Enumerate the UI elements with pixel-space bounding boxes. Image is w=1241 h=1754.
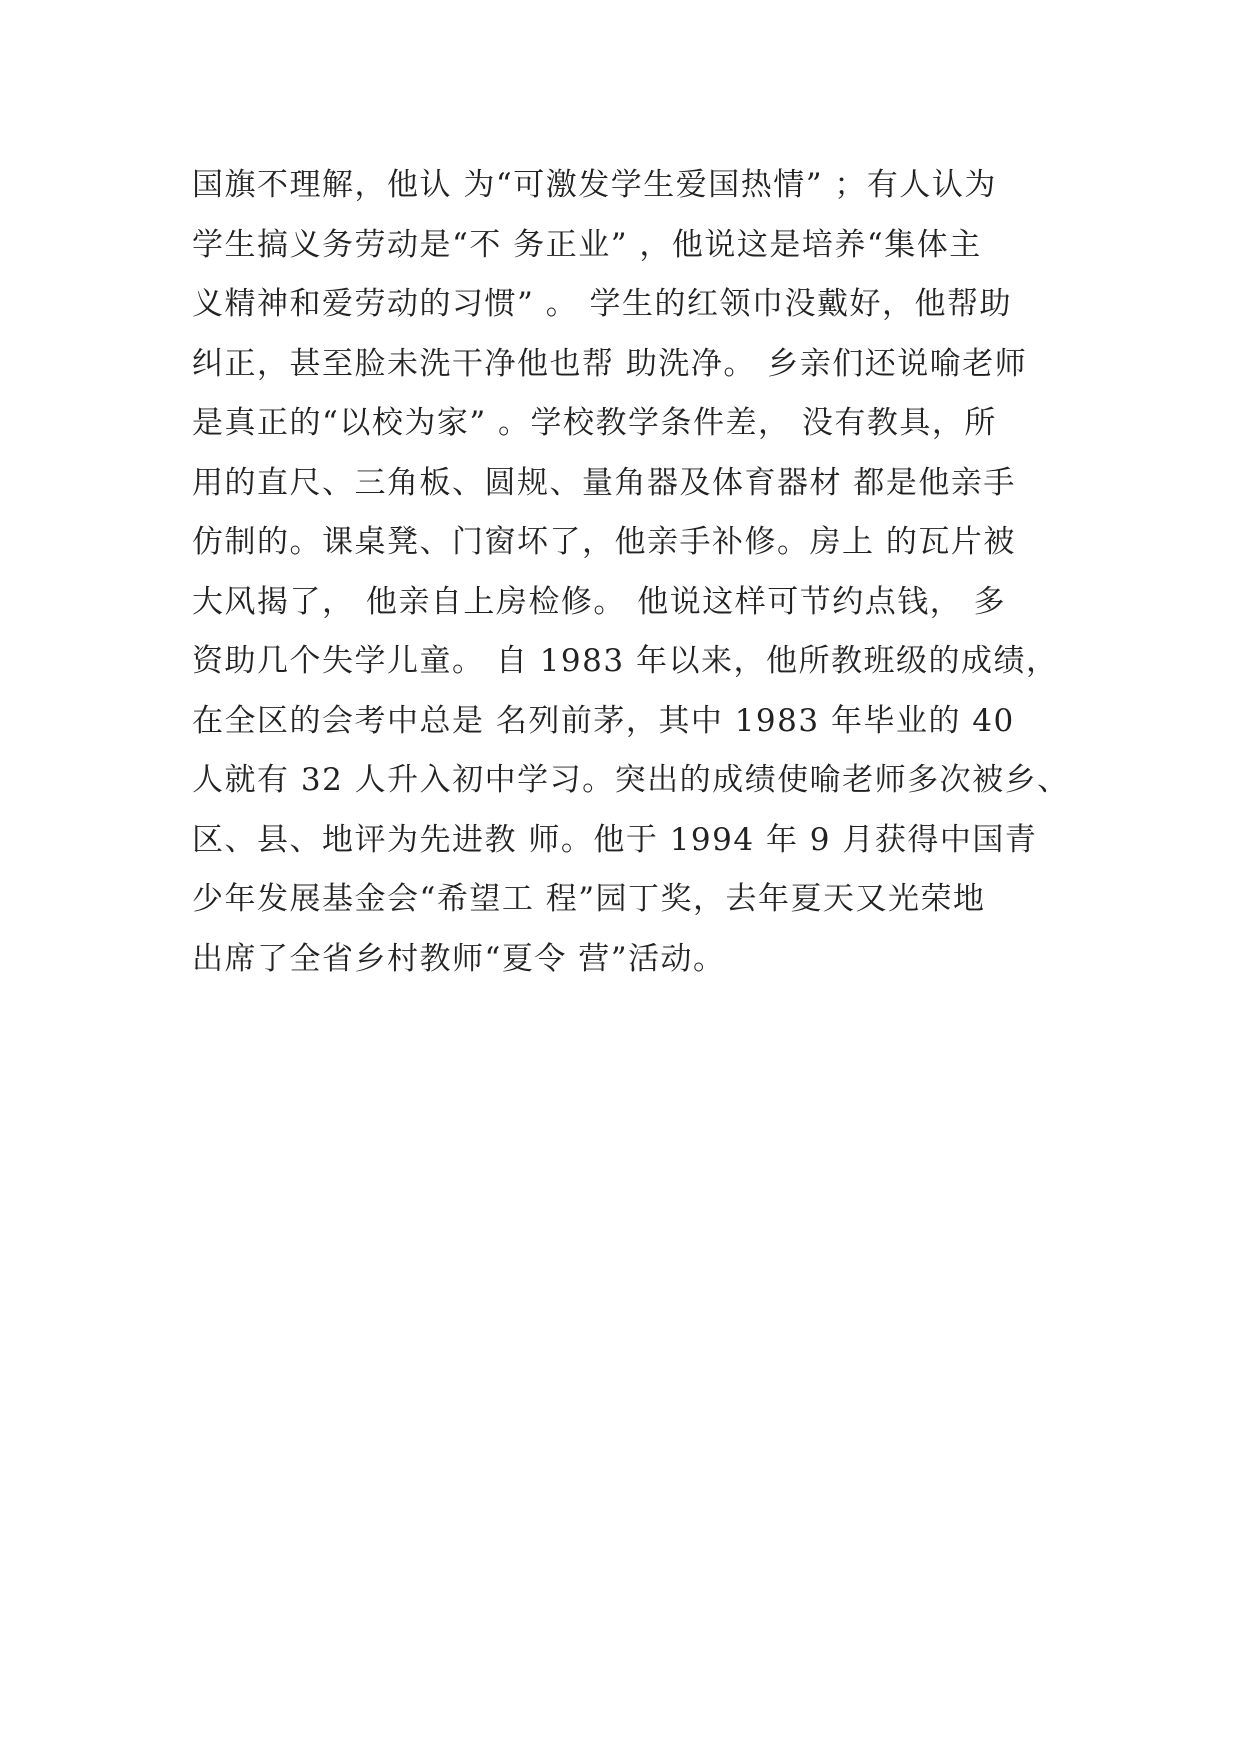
text-line: 用的直尺、三角板、圆规、量角器及体育器材 都是他亲手: [192, 464, 1016, 501]
text-line: 大风揭了， 他亲自上房检修。 他说这样可节约点钱， 多: [192, 583, 1007, 620]
text-line: 是真正的“以校为家” 。学校教学条件差， 没有教具，所: [192, 405, 997, 441]
text-line: 纠正，甚至脸未洗干净他也帮 助洗净。 乡亲们还说喻老师: [192, 345, 1028, 382]
text-line: 国旗不理解，他认 为“可激发学生爱国热情” ；有人认为: [192, 167, 997, 203]
body-paragraph: [192, 161, 1072, 994]
text-line: 学生搞义务劳动是“不 务正业” ，他说这是培养“集体主: [192, 226, 982, 263]
text-line: 在全区的会考中总是 名列前茅，其中 1983 年毕业的 40: [192, 702, 1015, 739]
text-line: 出席了全省乡村教师“夏令 营”活动。: [192, 940, 726, 977]
text-line: 义精神和爱劳动的习惯” 。 学生的红领巾没戴好，他帮助: [192, 286, 1013, 322]
text-line: 仿制的。课桌凳、门窗坏了，他亲手补修。房上 的瓦片被: [192, 524, 1016, 560]
text-line: 区、县、地评为先进教 师。他于 1994 年 9 月获得中国青: [192, 821, 1038, 858]
text-line: 少年发展基金会“希望工 程”园丁奖，去年夏天又光荣地: [192, 881, 986, 917]
text-line: 人就有 32 人升入初中学习。突出的成绩使喻老师多次被乡、: [192, 762, 1070, 798]
text-line: 资助几个失学儿童。 自 1983 年以来，他所教班级的成绩，: [192, 643, 1059, 679]
